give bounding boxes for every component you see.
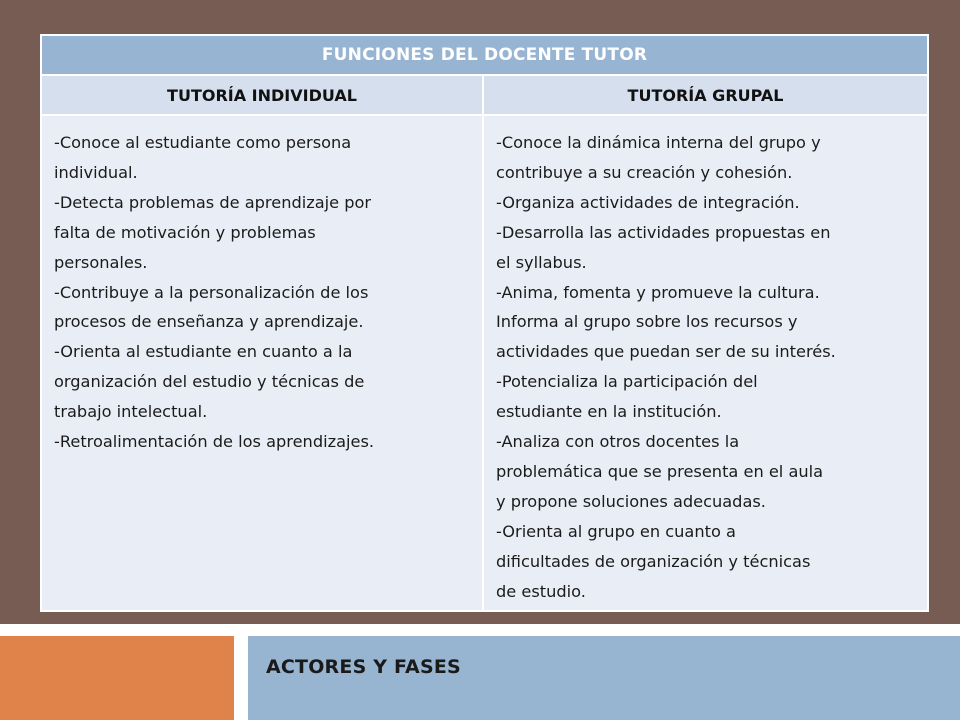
- cell-grupal: [483, 115, 928, 611]
- text-line: individual.: [54, 162, 138, 182]
- text-line: -Desarrolla las actividades propuestas en: [496, 222, 831, 242]
- text-line: personales.: [54, 252, 148, 272]
- table-title: FUNCIONES DEL DOCENTE TUTOR: [41, 35, 928, 75]
- text-line: -Orienta al grupo en cuanto a: [496, 521, 736, 541]
- cell-individual: [41, 115, 483, 611]
- column-header-row: [41, 75, 928, 115]
- table-row: [41, 115, 928, 611]
- individual-functions-text: [42, 116, 482, 457]
- text-line: problemática que se presenta en el aula: [496, 461, 824, 481]
- text-line: -Contribuye a la personalización de los: [54, 282, 369, 302]
- text-line: falta de motivación y problemas: [54, 222, 316, 242]
- column-header-individual: TUTORÍA INDIVIDUAL: [41, 75, 483, 115]
- text-line: -Conoce la dinámica interna del grupo y: [496, 133, 821, 152]
- table-title-row: [41, 35, 928, 75]
- text-line: el syllabus.: [496, 252, 587, 272]
- grupal-functions-text: [484, 116, 927, 607]
- text-line: y propone soluciones adecuadas.: [496, 491, 766, 511]
- text-line: actividades que puedan ser de su interés.: [496, 342, 836, 362]
- footer-accent-block: [0, 636, 234, 720]
- text-line: Informa al grupo sobre los recursos y: [496, 312, 798, 332]
- text-line: -Analiza con otros docentes la: [496, 432, 740, 452]
- text-line: -Organiza actividades de integración.: [496, 192, 800, 212]
- text-line: -Potencializa la participación del: [496, 372, 758, 392]
- text-line: -Orienta al estudiante en cuanto a la: [54, 342, 353, 362]
- text-line: trabajo intelectual.: [54, 402, 208, 422]
- functions-table: [40, 34, 929, 612]
- text-line: contribuye a su creación y cohesión.: [496, 162, 793, 182]
- text-line: -Retroalimentación de los aprendizajes.: [54, 432, 375, 452]
- text-line: procesos de enseñanza y aprendizaje.: [54, 312, 364, 332]
- text-line: de estudio.: [496, 581, 586, 601]
- text-line: -Detecta problemas de aprendizaje por: [54, 192, 372, 212]
- text-line: estudiante en la institución.: [496, 402, 722, 422]
- text-line: dificultades de organización y técnicas: [496, 551, 811, 571]
- text-line: organización del estudio y técnicas de: [54, 372, 365, 392]
- text-line: -Anima, fomenta y promueve la cultura.: [496, 282, 820, 302]
- column-header-grupal: TUTORÍA GRUPAL: [483, 75, 928, 115]
- text-line: -Conoce al estudiante como persona: [54, 133, 352, 152]
- footer-title: ACTORES Y FASES: [266, 656, 461, 678]
- footer-title-bar: [248, 636, 960, 720]
